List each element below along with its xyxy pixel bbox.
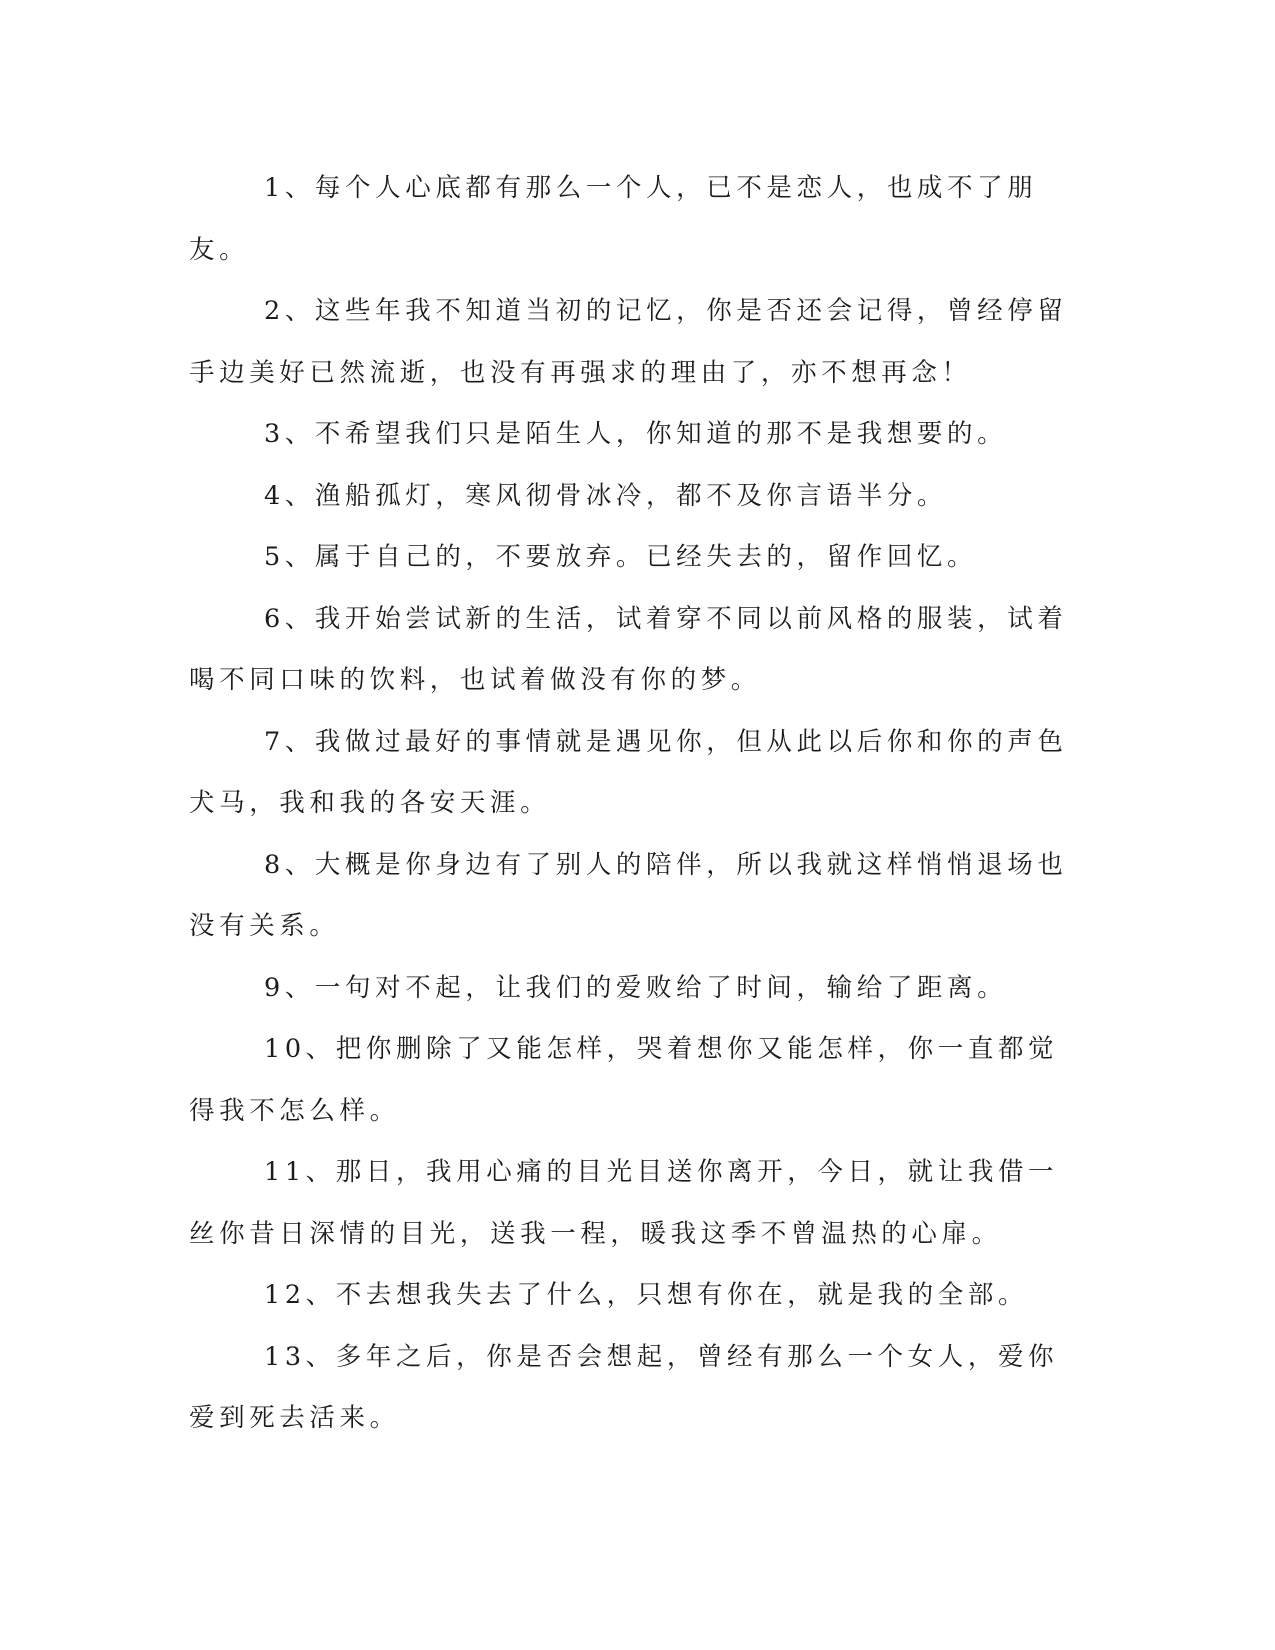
paragraph-5: 5、属于自己的，不要放弃。已经失去的，留作回忆。 (264, 542, 978, 572)
paragraph-1: 1、每个人心底都有那么一个人，已不是恋人，也成不了朋友。 (189, 173, 1038, 265)
paragraph-8: 8、大概是你身边有了别人的陪伴，所以我就这样悄悄退场也没有关系。 (189, 849, 1068, 941)
paragraph-9: 9、一句对不起，让我们的爱败给了时间，输给了距离。 (264, 972, 1008, 1003)
paragraph-11: 11、那日，我用心痛的目光目送你离开，今日，就让我借一丝你昔日深情的目光，送我一程，暖我这季不曾温热的心扉。 (189, 1157, 1059, 1249)
paragraph-3: 3、不希望我们只是陌生人，你知道的那不是我想要的。 (264, 419, 1008, 449)
paragraph-12: 12、不去想我失去了什么，只想有你在，就是我的全部。 (264, 1280, 1029, 1310)
paragraph-13: 13、多年之后，你是否会想起，曾经有那么一个女人，爱你爱到死去活来。 (189, 1341, 1059, 1433)
paragraph-7: 7、我做过最好的事情就是遇见你，但从此以后你和你的声色犬马，我和我的各安天涯。 (189, 726, 1068, 818)
document-body (189, 158, 1084, 1450)
paragraph-10: 10、把你删除了又能怎样，哭着想你又能怎样，你一直都觉得我不怎么样。 (189, 1034, 1059, 1126)
paragraph-4: 4、渔船孤灯，寒风彻骨冰冷，都不及你言语半分。 (264, 480, 948, 511)
paragraph-6: 6、我开始尝试新的生活，试着穿不同以前风格的服装，试着喝不同口味的饮料，也试着做没有你的梦。 (189, 603, 1068, 695)
paragraph-2: 2、这些年我不知道当初的记忆，你是否还会记得，曾经停留手边美好已然流逝，也没有再强求的理由了，亦不想再念！ (189, 296, 1068, 388)
